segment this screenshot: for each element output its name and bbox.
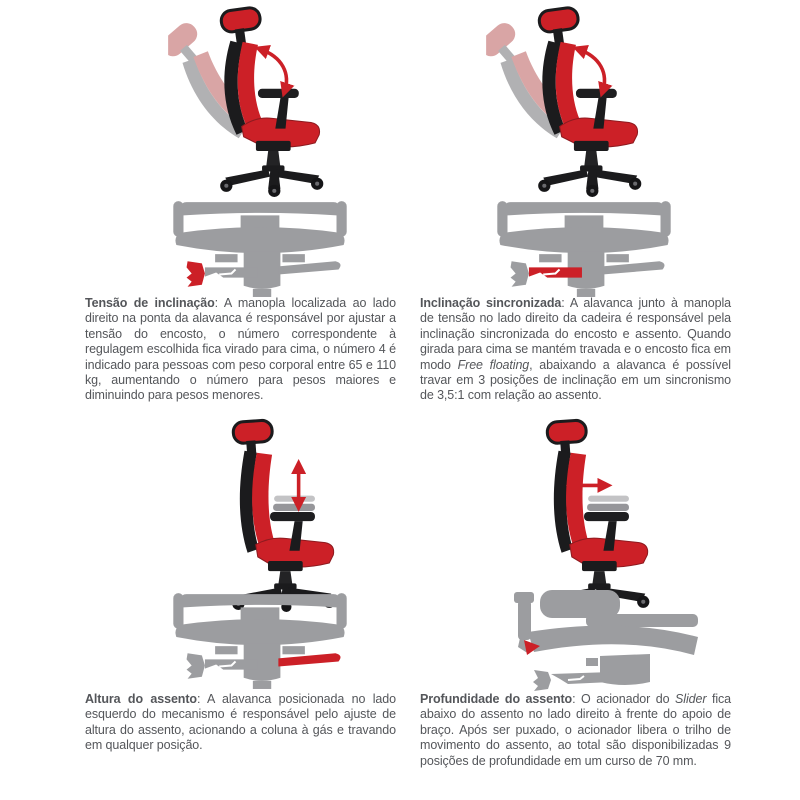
mechanism-underside-illustration: [158, 588, 362, 690]
mechanism-slider-illustration: [482, 584, 702, 696]
feature-title: Altura do assento: [85, 692, 197, 706]
feature-title: Inclinação sincronizada: [420, 296, 562, 310]
mechanism-underside-illustration: [158, 196, 362, 298]
chair-upright-illustration: [490, 416, 674, 612]
chair-upright-illustration: [176, 416, 360, 612]
feature-title: Profundidade do assento: [420, 692, 573, 706]
feature-description: Inclinação sincronizada: A alavanca junto à manopla de tensão no lado direito da cadeira é responsável pela inclinação sincronizada do encosto e assento. Quando girada para cima se mantém travada e o encosto fica em modo Free floating, abaixando a alavanca é possível travar em 3 posições de inclinação em um sincronismo de 3,5:1 com relação ao assento.: [420, 296, 732, 403]
feature-title: Tensão de inclinação: [85, 296, 215, 310]
feature-description: Altura do assento: A alavanca posicionada no lado esquerdo do mecanismo é responsável pelo ajuste de altura do assento, acionando a coluna à gás e travando em qualquer posição.: [85, 692, 396, 753]
chair-recline-illustration: [168, 2, 352, 198]
recline-arrow-icon: [578, 49, 604, 92]
mechanism-underside-illustration: [482, 196, 686, 298]
recline-arrow-icon: [260, 49, 286, 92]
chair-recline-illustration: [486, 2, 670, 198]
feature-description: Profundidade do assento: O acionador do Slider fica abaixo do assento no lado direito à frente do apoio de braço. Após ser puxado, o acionador libera o trilho de movimento do assento, ao total são disponibilizadas 9 posições de profundidade em um curso de 70 mm.: [420, 692, 731, 768]
feature-description: Tensão de inclinação: A manopla localizada ao lado direito na ponta da alavanca é responsável por ajustar a tensão do encosto, o número correspondente à regulagem escolhida fica virado para cima, o número 4 é indicado para pessoas com peso corporal entre 65 e 110 kg, aumentando o número para pesos maiores e diminuindo para pesos menores.: [85, 296, 396, 403]
